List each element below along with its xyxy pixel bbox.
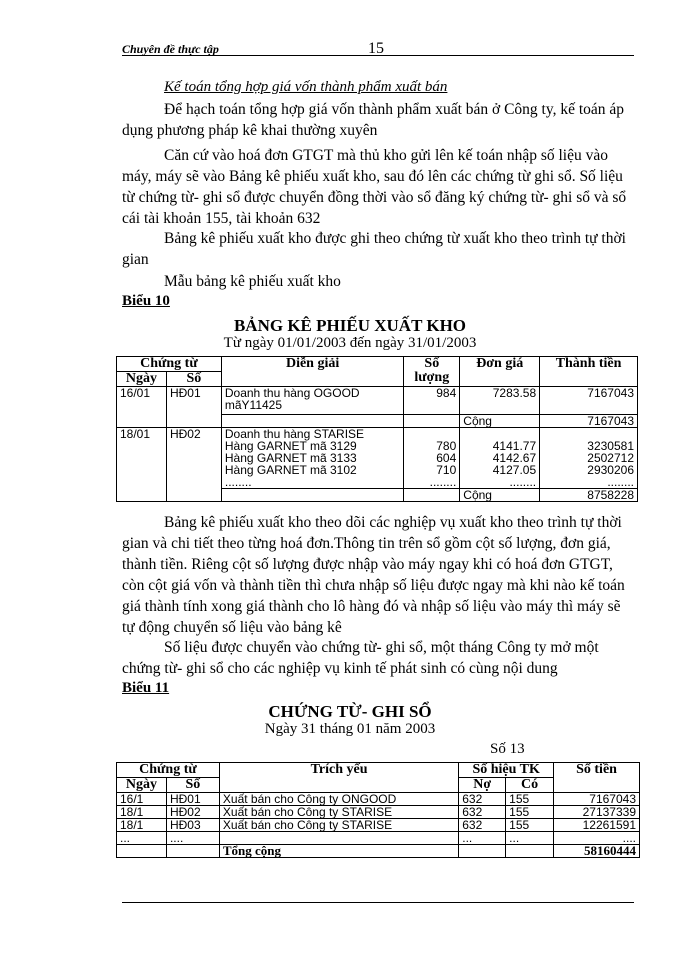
col-so-hieu-tk: Số hiệu TK [459, 763, 554, 778]
table-row [117, 793, 640, 806]
cell-dien-giai: Doanh thu hàng OGOOD mãY11425 [221, 387, 403, 415]
table-row [117, 819, 640, 832]
cell-so: HĐ02 [166, 806, 219, 819]
bieu10-table [116, 356, 638, 502]
cell-so: HĐ03 [166, 819, 219, 832]
col-dien-giai: Diễn giải [221, 357, 403, 387]
cell-no: 632 [459, 806, 506, 819]
cell-ngay: 18/1 [117, 806, 167, 819]
col-ngay: Ngày [117, 372, 167, 387]
col-no: Nợ [459, 778, 506, 793]
paragraph: Căn cứ vào hoá đơn GTGT mà thủ kho gửi lên kế toán nhập số liệu vào máy, máy sẽ vào Bảng kê phiếu xuất kho, sau đó lên các chứng từ ghi sổ. Số liệu từ chứng từ- ghi sổ được chuyển đồng thời vào sổ đăng ký chứng từ- ghi sổ và sổ cái tài khoản 155, tài khoản 632 [122, 147, 627, 227]
cell-ngay: 18/1 [117, 819, 167, 832]
cell-don-gia: 4141.77 4142.67 4127.05 ........ [460, 428, 540, 489]
col-don-gia: Đơn giá [460, 357, 540, 387]
cell-trich-yeu: Xuất bán cho Công ty ONGOOD [219, 793, 458, 806]
cell-no: ... [459, 832, 506, 845]
col-so-tien: Số tiền [554, 763, 640, 793]
cell-so: HĐ02 [166, 428, 221, 502]
col-so: Số [166, 778, 219, 793]
paragraph: Bảng kê phiếu xuất kho theo dõi các nghiệp vụ xuất kho theo trình tự thời gian và chi tiết theo từng hoá đơn.Thông tin trên sổ gồm cột số lượng, đơn giá, thành tiền. Riêng cột số lượng được nhập vào máy ngay khi có hoá đơn GTGT, còn cột giá vốn và thành tiền thì chưa nhập số liệu được ngay mà khi nào kế toán giá thành tính xong giá thành cho lô hàng đó và nhập số liệu vào máy thì máy sẽ tự động chuyển số liệu vào bảng kê [122, 514, 625, 636]
table-row [117, 428, 638, 489]
cell-ngay: ... [117, 832, 167, 845]
cong-label: Cộng [460, 415, 540, 428]
cell-so-luong: 780 604 710 ........ [404, 428, 460, 489]
cell-trich-yeu: Xuất bán cho Công ty STARISE [219, 806, 458, 819]
footer-divider [122, 902, 634, 903]
total-label: Tổng cộng [219, 845, 458, 858]
col-thanh-tien: Thành tiền [540, 357, 638, 387]
cell-co: ... [506, 832, 554, 845]
cell-so: HĐ01 [166, 793, 219, 806]
paragraph: Bảng kê phiếu xuất kho được ghi theo chứng từ xuất kho theo trình tự thời gian [122, 230, 626, 268]
cell-co: 155 [506, 806, 554, 819]
bieu11-table [116, 762, 640, 858]
col-so-luong: Số lượng [404, 357, 460, 387]
cell-ngay: 16/01 [117, 387, 167, 428]
total-row [117, 845, 640, 858]
cell-dien-giai: Doanh thu hàng STARISE Hàng GARNET mã 3129 Hàng GARNET mã 3133 Hàng GARNET mã 3102 ........ [221, 428, 403, 489]
paragraph: Để hạch toán tổng hợp giá vốn thành phẩm xuất bán ở Công ty, kế toán áp dụng phương pháp kê khai thường xuyên [122, 101, 625, 139]
col-chung-tu: Chứng từ [117, 357, 222, 372]
header-title: Chuyên đề thực tập [122, 42, 219, 56]
cell-so: HĐ01 [166, 387, 221, 428]
bieu10-label: Biểu 10 [122, 293, 170, 309]
cell-so-tien: 12261591 [554, 819, 640, 832]
cong-value: 8758228 [540, 489, 638, 502]
page-number: 15 [368, 40, 384, 57]
table-row [117, 387, 638, 415]
cell-so: .... [166, 832, 219, 845]
cell-thanh-tien: 7167043 [540, 387, 638, 415]
bieu11-title: CHỨNG TỪ- GHI SỔ [268, 702, 432, 721]
cell-no: 632 [459, 793, 506, 806]
cell-co: 155 [506, 793, 554, 806]
cell-ngay: 16/1 [117, 793, 167, 806]
cell-don-gia: 7283.58 [460, 387, 540, 415]
cell-trich-yeu: Xuất bán cho Công ty STARISE [219, 819, 458, 832]
bieu11-subtitle: Ngày 31 tháng 01 năm 2003 [264, 721, 436, 737]
col-chung-tu: Chứng từ [117, 763, 220, 778]
col-so: Số [166, 372, 221, 387]
bieu10-subtitle: Từ ngày 01/01/2003 đến ngày 31/01/2003 [223, 335, 477, 351]
paragraph: Số liệu được chuyển vào chứng từ- ghi sổ, một tháng Công ty mở một chứng từ- ghi sổ cho các nghiệp vụ kinh tế phát sinh có cùng nội dung [122, 639, 599, 677]
col-co: Có [506, 778, 554, 793]
cell-so-tien: .... [554, 832, 640, 845]
paragraph: Mẫu bảng kê phiếu xuất kho [164, 273, 341, 290]
cell-so-luong: 984 [404, 387, 460, 415]
cell-so-tien: 7167043 [554, 793, 640, 806]
bieu10-title: BẢNG KÊ PHIẾU XUẤT KHO [233, 316, 467, 335]
bieu11-label: Biểu 11 [122, 680, 170, 696]
cell-ngay: 18/01 [117, 428, 167, 502]
col-trich-yeu: Trích yếu [219, 763, 458, 793]
cong-label: Cộng [460, 489, 540, 502]
header-divider [122, 55, 634, 56]
cell-co: 155 [506, 819, 554, 832]
section-title: Kế toán tổng hợp giá vốn thành phẩm xuất bán [164, 79, 448, 95]
cell-thanh-tien: 3230581 2502712 2930206 ........ [540, 428, 638, 489]
table-row [117, 832, 640, 845]
table-row [117, 806, 640, 819]
col-ngay: Ngày [117, 778, 167, 793]
bieu11-so: Số 13 [490, 741, 525, 757]
cong-value: 7167043 [540, 415, 638, 428]
cell-no: 632 [459, 819, 506, 832]
cell-so-tien: 27137339 [554, 806, 640, 819]
total-value: 58160444 [554, 845, 640, 858]
